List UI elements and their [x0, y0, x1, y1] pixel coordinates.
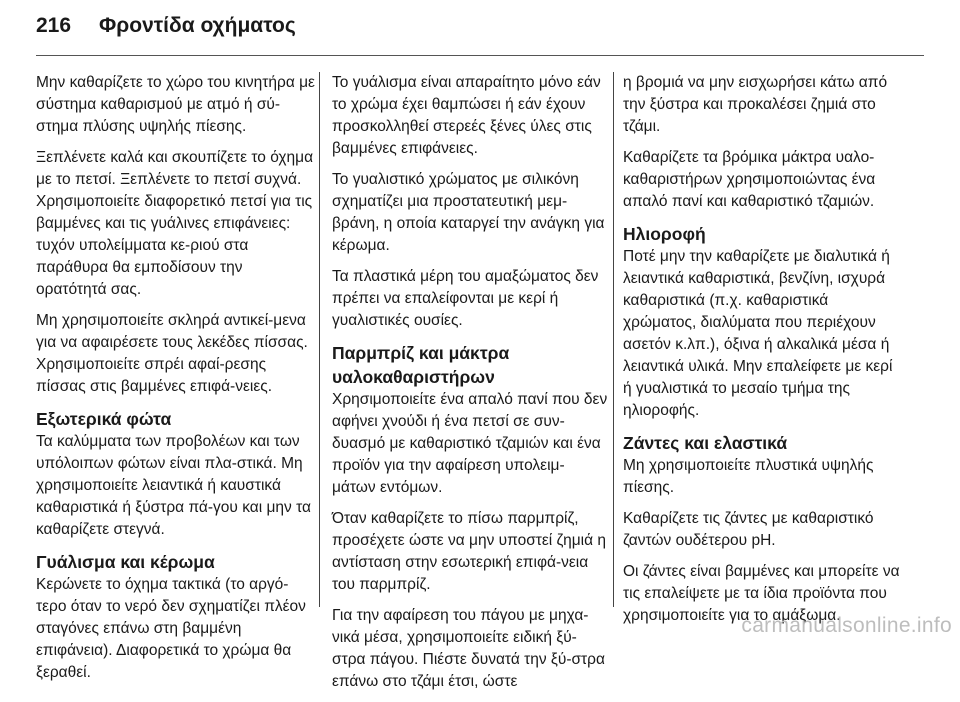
paragraph: Τα καλύμματα των προβολέων και των υπόλοιπων φώτων είναι πλα-στικά. Μη χρησιμοποιείτε λειαντικά ή καυστικά καθαριστικά ή ξύστρα πά-γου και μην τα καθαρίζετε στεγνά. — [36, 433, 311, 538]
column-2 — [332, 72, 608, 702]
column-1 — [36, 72, 316, 693]
section-heading-windscreen-wipers: Παρμπρίζ και μάκτρα υαλοκαθαριστήρων — [332, 343, 510, 387]
page-header — [36, 14, 296, 38]
paragraph: Για την αφαίρεση του πάγου με μηχα-νικά μέσα, χρησιμοποιείτε ειδική ξύ-στρα πάγου. Πιέστε δυνατά την ξύ-στρα επάνω στο τζάμι έτσι, ώστε — [332, 607, 605, 690]
section-heading-wheels-tyres: Ζάντες και ελαστικά — [623, 433, 788, 453]
paragraph: Καθαρίζετε τα βρόμικα μάκτρα υαλο-καθαριστήρων χρησιμοποιώντας ένα απαλό πανί και καθαριστικό τζαμιών. — [623, 149, 876, 210]
paragraph: Το γυαλιστικό χρώματος με σιλικόνη σχηματίζει μια προστατευτική μεμ-βράνη, η οποία καταργεί την ανάγκη για κέρωμα. — [332, 171, 605, 254]
page-number: 216 — [36, 14, 72, 37]
paragraph: Το γυάλισμα είναι απαραίτητο μόνο εάν το χρώμα έχει θαμπώσει ή εάν έχουν προσκολληθεί στερεές ξένες ύλες στις βαμμένες επιφάνειες. — [332, 74, 601, 157]
paragraph: Μην καθαρίζετε το χώρο του κινητήρα με σύστημα καθαρισμού με ατμό ή σύ-στημα πλύσης υψηλής πίεσης. — [36, 74, 315, 135]
section-heading-sunroof: Ηλιοροφή — [623, 224, 706, 244]
paragraph: Χρησιμοποιείτε ένα απαλό πανί που δεν αφήνει χνούδι ή ένα πετσί σε συν-δυασμό με καθαριστικό τζαμιών και ένα προϊόν για την αφαίρεση υπολειμ-μάτων εντόμων. — [332, 391, 608, 496]
section-heading-exterior-lights: Εξωτερικά φώτα — [36, 409, 172, 429]
header-rule — [36, 55, 924, 56]
paragraph: Μη χρησιμοποιείτε σκληρά αντικεί-μενα για να αφαιρέσετε τους λεκέδες πίσσας. Χρησιμοποιείτε σπρέι αφαί-ρεσης πίσσας στις βαμμένες επιφά-νειες. — [36, 312, 308, 395]
paragraph: Κερώνετε το όχημα τακτικά (το αργό-τερο όταν το νερό δεν σχηματίζει πλέον σταγόνες επάνω στη βαμμένη επιφάνεια). Διαφορετικά το χρώμα θα ξεραθεί. — [36, 576, 306, 681]
paragraph: η βρομιά να μην εισχωρήσει κάτω από την ξύστρα και προκαλέσει ζημιά στο τζάμι. — [623, 74, 888, 135]
paragraph: Μη χρησιμοποιείτε πλυστικά υψηλής πίεσης. — [623, 457, 874, 496]
paragraph: Ξεπλένετε καλά και σκουπίζετε το όχημα με το πετσί. Ξεπλένετε το πετσί συχνά. Χρησιμοποιείτε διαφορετικό πετσί για τις βαμμένες και τις γυάλινες επιφάνειες: τυχόν υπολείμματα κε-ριού στα παράθυρα θα εμποδίσουν την ορατότητά σας. — [36, 149, 314, 298]
paragraph: Καθαρίζετε τις ζάντες με καθαριστικό ζαντών ουδέτερου pH. — [623, 510, 874, 549]
paragraph: Τα πλαστικά μέρη του αμαξώματος δεν πρέπει να επαλείφονται με κερί ή γυαλιστικές ουσίες. — [332, 268, 599, 329]
watermark: carmanualsonline.info — [741, 614, 952, 637]
paragraph: Οι ζάντες είναι βαμμένες και μπορείτε να τις επαλείψετε με τα ίδια προϊόντα που χρησιμοποιείτε για το αμάξωμα. — [623, 563, 900, 624]
column-3 — [623, 72, 903, 636]
paragraph: Ποτέ μην την καθαρίζετε με διαλυτικά ή λειαντικά καθαριστικά, βενζίνη, ισχυρά καθαριστικά (π.χ. καθαριστικά χρώματος, διαλύματα που περιέχουν ασετόν κ.λπ.), όξινα ή αλκαλικά μέσα ή λειαντικά υλικά. Μην επαλείφετε με κερί ή γυαλιστικά το μεσαίο τμήμα της ηλιοροφής. — [623, 248, 893, 419]
column-divider-2 — [613, 72, 614, 607]
paragraph: Όταν καθαρίζετε το πίσω παρμπρίζ, προσέχετε ώστε να μην υποστεί ζημιά η αντίσταση στην εσωτερική επιφά-νεια του παρμπρίζ. — [332, 510, 606, 593]
section-heading-polishing-waxing: Γυάλισμα και κέρωμα — [36, 552, 215, 572]
page-title: Φροντίδα οχήματος — [99, 14, 296, 37]
column-divider-1 — [319, 72, 320, 607]
